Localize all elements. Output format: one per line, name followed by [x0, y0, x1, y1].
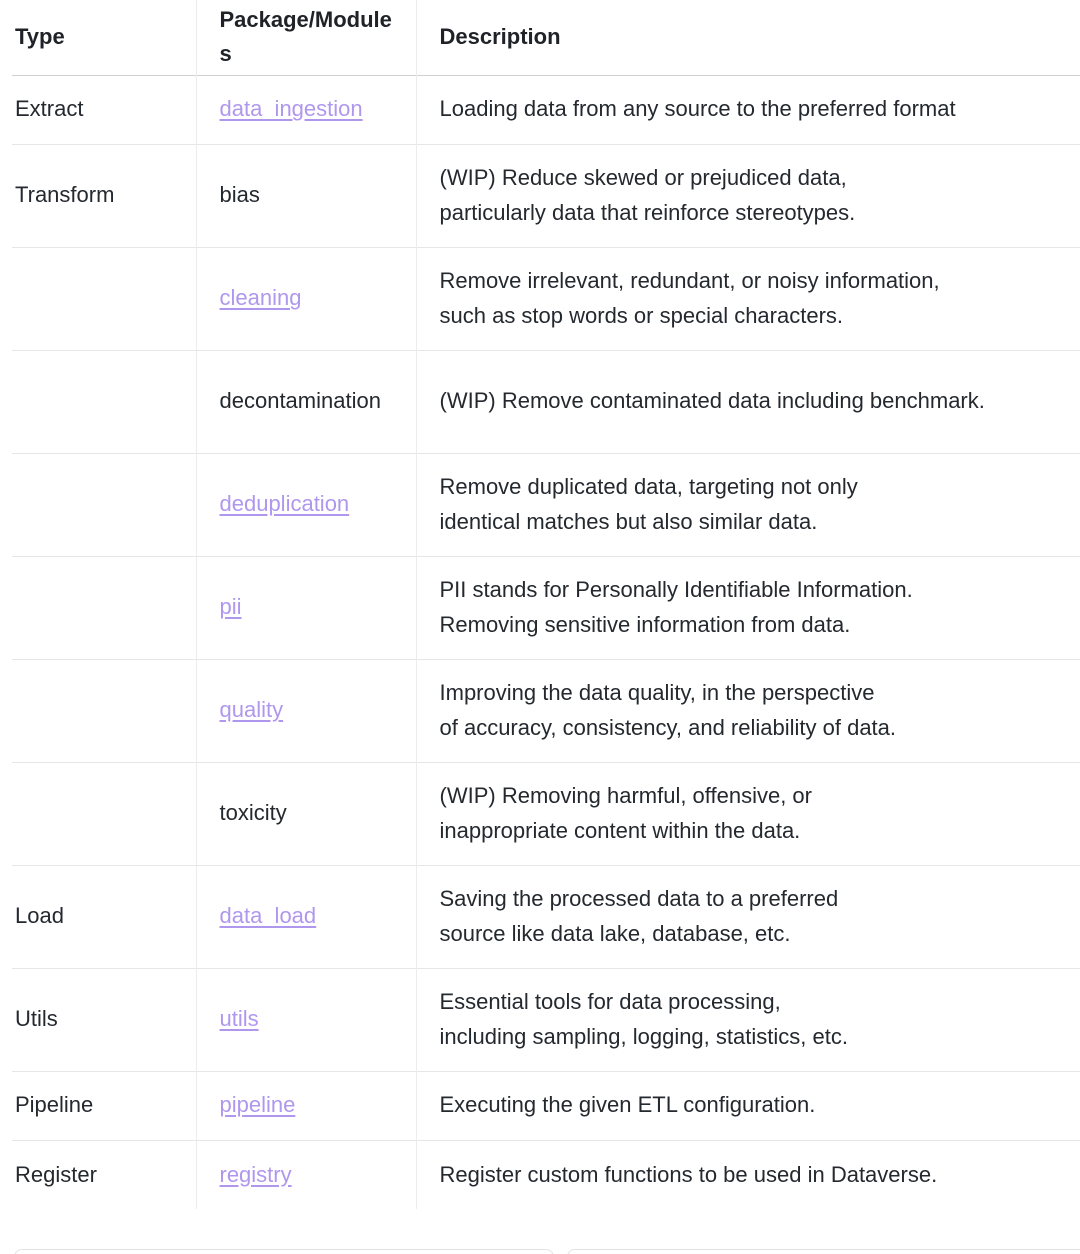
- cell-type: Pipeline: [15, 1092, 94, 1118]
- description-line: including sampling, logging, statistics, etc.: [439, 1023, 848, 1049]
- cell-package: [196, 1140, 416, 1209]
- header-description: Description: [416, 0, 1080, 75]
- package-link-pii[interactable]: pii: [219, 594, 242, 620]
- cell-package: [196, 350, 416, 453]
- description-line: (WIP) Removing harmful, offensive, or: [439, 783, 812, 809]
- cell-type: [12, 453, 196, 556]
- package-link-pipeline[interactable]: pipeline: [219, 1092, 296, 1118]
- description-line: Remove irrelevant, redundant, or noisy information,: [439, 268, 940, 294]
- cell-description: [416, 144, 1080, 247]
- description-line: (WIP) Remove contaminated data including benchmark.: [439, 388, 985, 414]
- cell-type: Load: [15, 903, 64, 929]
- description-line: of accuracy, consistency, and reliability of data.: [439, 714, 897, 740]
- cell-description: [416, 762, 1080, 865]
- cell-type: [12, 659, 196, 762]
- description-line: source like data lake, database, etc.: [439, 920, 791, 946]
- cell-package: [196, 968, 416, 1071]
- package-link-data-ingestion[interactable]: data_ingestion: [219, 96, 363, 122]
- modules-table-container: [12, 0, 1080, 1209]
- cell-type: Extract: [15, 96, 84, 122]
- modules-table: [12, 0, 1080, 1209]
- description-line: Loading data from any source to the preferred format: [439, 96, 956, 122]
- table-row: [12, 968, 1080, 1071]
- cell-description: [416, 75, 1080, 144]
- table-row: [12, 247, 1080, 350]
- description-line: particularly data that reinforce stereotypes.: [439, 199, 856, 225]
- description-line: Register custom functions to be used in Dataverse.: [439, 1161, 938, 1187]
- cell-type: [12, 556, 196, 659]
- cell-type: [12, 762, 196, 865]
- table-row: [12, 865, 1080, 968]
- table-row: [12, 144, 1080, 247]
- description-line: Removing sensitive information from data.: [439, 611, 851, 637]
- cell-description: [416, 1140, 1080, 1209]
- description-line: Executing the given ETL configuration.: [439, 1092, 816, 1118]
- cell-type: [12, 350, 196, 453]
- package-name: decontamination: [219, 388, 381, 414]
- package-name: toxicity: [219, 800, 287, 826]
- table-row: [12, 75, 1080, 144]
- cell-package: [196, 453, 416, 556]
- table-row: [12, 1140, 1080, 1209]
- cell-type: Register: [15, 1161, 97, 1187]
- cell-package: [196, 247, 416, 350]
- table-row: [12, 453, 1080, 556]
- cell-description: [416, 350, 1080, 453]
- cell-type: Transform: [15, 182, 115, 208]
- cell-description: [416, 659, 1080, 762]
- package-name: bias: [219, 182, 260, 208]
- cell-description: [416, 968, 1080, 1071]
- table-row: [12, 1071, 1080, 1140]
- table-header-row: [12, 0, 1080, 75]
- cell-description: [416, 453, 1080, 556]
- description-line: identical matches but also similar data.: [439, 508, 818, 534]
- header-type: Type: [15, 24, 65, 50]
- description-line: (WIP) Reduce skewed or prejudiced data,: [439, 165, 847, 191]
- cell-description: [416, 865, 1080, 968]
- cell-type: Utils: [15, 1006, 58, 1032]
- package-link-utils[interactable]: utils: [219, 1006, 259, 1032]
- cell-package: [196, 556, 416, 659]
- cell-package: [196, 659, 416, 762]
- package-link-deduplication[interactable]: deduplication: [219, 491, 350, 517]
- cell-type: [12, 247, 196, 350]
- prev-page-card[interactable]: [14, 1249, 554, 1254]
- cell-package: [196, 144, 416, 247]
- cell-description: [416, 247, 1080, 350]
- header-package-modules: Package/Modules: [196, 0, 416, 75]
- next-page-card[interactable]: [567, 1249, 1080, 1254]
- cell-package: [196, 762, 416, 865]
- description-line: inappropriate content within the data.: [439, 817, 801, 843]
- description-line: Remove duplicated data, targeting not only: [439, 474, 858, 500]
- package-link-data-load[interactable]: data_load: [219, 903, 317, 929]
- package-link-quality[interactable]: quality: [219, 697, 284, 723]
- cell-description: [416, 1071, 1080, 1140]
- table-body: [12, 75, 1080, 1209]
- description-line: Improving the data quality, in the perspective: [439, 680, 875, 706]
- package-link-cleaning[interactable]: cleaning: [219, 285, 302, 311]
- cell-package: [196, 865, 416, 968]
- table-row: [12, 556, 1080, 659]
- description-line: Essential tools for data processing,: [439, 989, 781, 1015]
- cell-description: [416, 556, 1080, 659]
- package-link-registry[interactable]: registry: [219, 1161, 292, 1187]
- description-line: Saving the processed data to a preferred: [439, 886, 839, 912]
- description-line: PII stands for Personally Identifiable Information.: [439, 577, 913, 603]
- description-line: such as stop words or special characters.: [439, 302, 844, 328]
- cell-package: [196, 1071, 416, 1140]
- table-row: [12, 659, 1080, 762]
- table-row: [12, 762, 1080, 865]
- cell-package: [196, 75, 416, 144]
- table-row: [12, 350, 1080, 453]
